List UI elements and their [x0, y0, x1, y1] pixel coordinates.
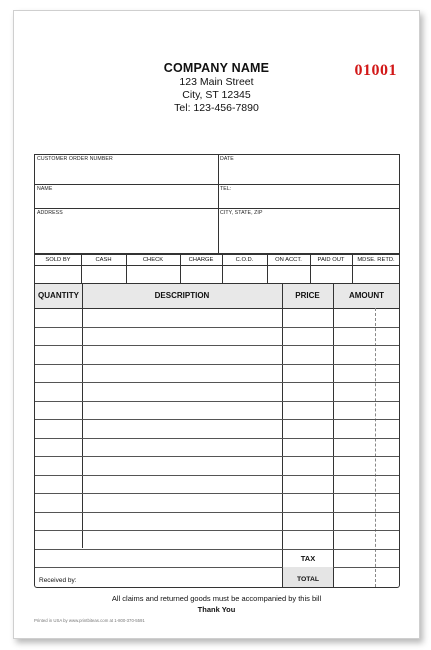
- customer-info-box: [34, 154, 400, 254]
- thank-you: Thank You: [197, 605, 236, 614]
- col-divider: [82, 284, 83, 548]
- city-state-zip-field[interactable]: CITY, STATE, ZIP: [220, 210, 263, 216]
- pay-col-mdse-retd[interactable]: MDSE. RETD.: [357, 257, 395, 263]
- address-field[interactable]: ADDRESS: [37, 210, 63, 216]
- printer-credit: Printed in USA by www.printbiteas.com at 1-800-370-5591: [34, 618, 145, 623]
- pay-col-cod[interactable]: C.O.D.: [235, 257, 254, 263]
- table-row[interactable]: [35, 456, 399, 457]
- pay-col-on-acct[interactable]: ON ACCT.: [275, 257, 302, 263]
- table-row[interactable]: [35, 382, 399, 383]
- table-row[interactable]: [35, 419, 399, 420]
- table-row[interactable]: [35, 438, 399, 439]
- col-description: DESCRIPTION: [154, 291, 210, 300]
- table-row[interactable]: [35, 512, 399, 513]
- table-header: [35, 284, 399, 309]
- order-number-field[interactable]: CUSTOMER ORDER NUMBER: [37, 156, 113, 162]
- table-row[interactable]: [35, 475, 399, 476]
- date-field[interactable]: DATE: [220, 156, 234, 162]
- col-amount: AMOUNT: [348, 291, 385, 300]
- received-by-label[interactable]: Received by:: [39, 577, 77, 584]
- company-city: City, ST 12345: [182, 89, 251, 101]
- table-row[interactable]: [35, 327, 399, 328]
- col-divider: [282, 284, 283, 587]
- table-row[interactable]: [35, 549, 399, 550]
- pay-col-sold-by[interactable]: SOLD BY: [45, 257, 71, 263]
- total-row-rule: [35, 567, 399, 568]
- col-price: PRICE: [295, 291, 320, 300]
- company-name: COMPANY NAME: [163, 61, 270, 75]
- claims-notice: All claims and returned goods must be accompanied by this bill: [111, 594, 322, 603]
- name-field[interactable]: NAME: [37, 186, 53, 192]
- payment-rule: [35, 265, 399, 266]
- payment-strip: [34, 254, 400, 284]
- table-row[interactable]: [35, 345, 399, 346]
- table-row[interactable]: [35, 493, 399, 494]
- col-quantity: QUANTITY: [38, 291, 79, 300]
- invoice-number: 01001: [354, 62, 397, 79]
- customer-rule: [35, 184, 399, 185]
- col-divider: [333, 284, 334, 587]
- items-table: [34, 283, 400, 588]
- company-phone: Tel: 123-456-7890: [174, 102, 259, 114]
- customer-divider: [218, 155, 219, 208]
- pay-col-charge[interactable]: CHARGE: [188, 257, 214, 263]
- tax-label: TAX: [300, 554, 316, 563]
- sales-form-page: [13, 10, 420, 639]
- company-street: 123 Main Street: [179, 76, 254, 88]
- cents-divider: [375, 308, 376, 587]
- total-label: TOTAL: [296, 576, 320, 583]
- pay-col-paid-out[interactable]: PAID OUT: [317, 257, 345, 263]
- customer-divider-lower: [218, 208, 219, 254]
- pay-col-cash[interactable]: CASH: [95, 257, 112, 263]
- table-row[interactable]: [35, 401, 399, 402]
- customer-rule: [35, 208, 399, 209]
- table-row[interactable]: [35, 364, 399, 365]
- pay-col-check[interactable]: CHECK: [142, 257, 164, 263]
- tel-field[interactable]: TEL:: [220, 186, 232, 192]
- table-row[interactable]: [35, 530, 399, 531]
